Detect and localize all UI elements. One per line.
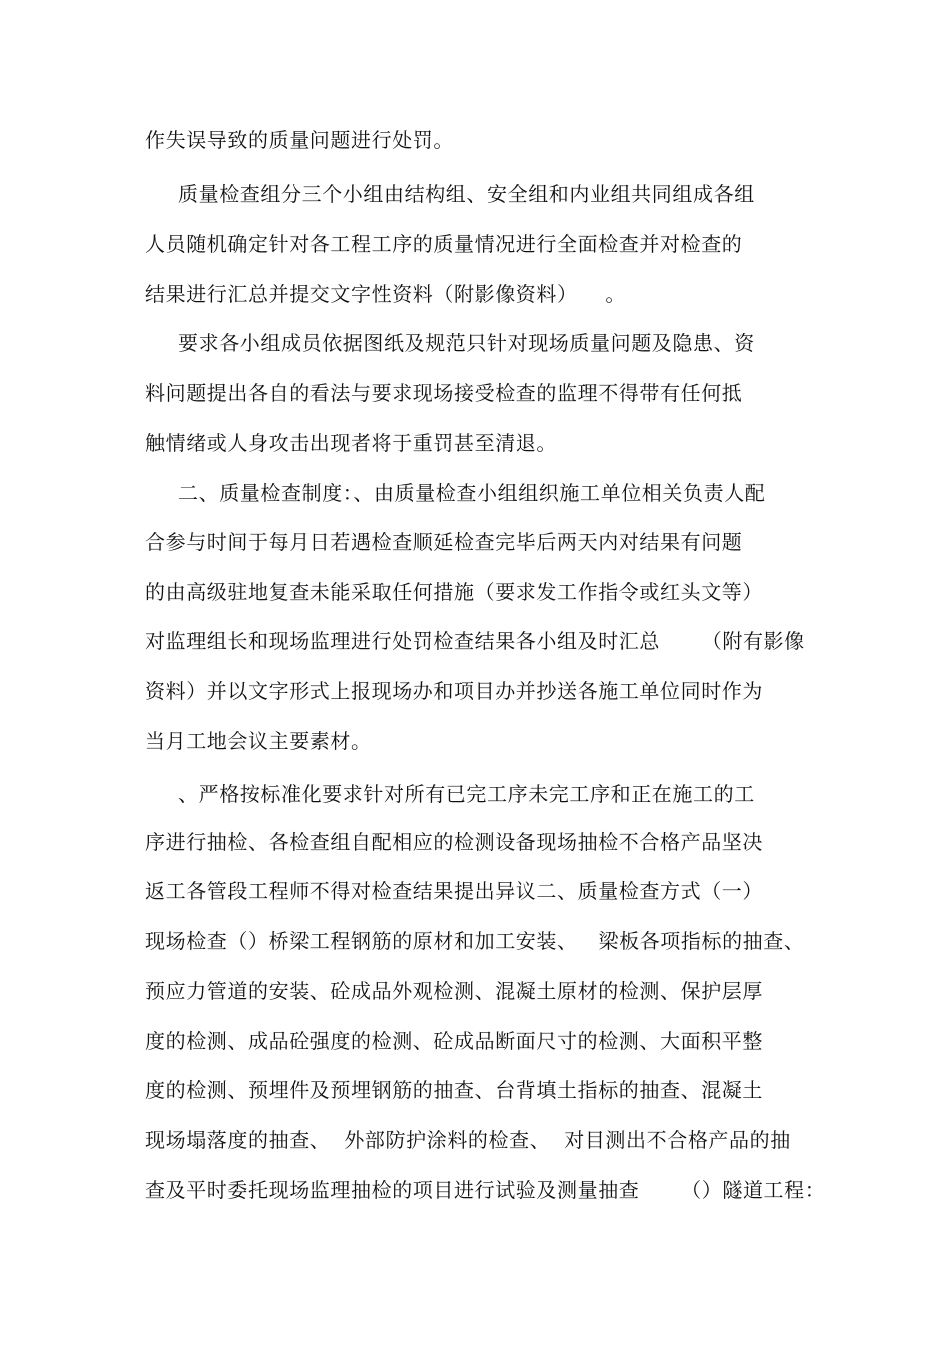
text-line: 预应力管道的安装、砼成品外观检测、混凝土原材的检测、保护层厚 — [145, 979, 763, 1003]
text-line: 、严格按标准化要求针对所有已完工序未完工序和正在施工的工 — [178, 782, 755, 806]
text-line: 人员随机确定针对各工程工序的质量情况进行全面检查并对检查的 — [145, 232, 743, 256]
text-line: 现场检查（）桥梁工程钢筋的原材和加工安装、 梁板各项指标的抽查、 — [145, 929, 805, 953]
text-line: 作失误导致的质量问题进行处罚。 — [145, 128, 454, 152]
text-line: 返工各管段工程师不得对检查结果提出异议二、质量检查方式（一） — [145, 879, 763, 903]
text-line: 合参与时间于每月日若遇检查顺延检查完毕后两天内对结果有问题 — [145, 530, 743, 554]
text-line: 的由高级驻地复查未能采取任何措施（要求发工作指令或红头文等） — [145, 580, 763, 604]
text-line: 结果进行汇总并提交文字性资料（附影像资料） 。 — [145, 282, 627, 306]
text-line: 序进行抽检、各检查组自配相应的检测设备现场抽检不合格产品坚决 — [145, 830, 763, 854]
text-line: 度的检测、成品砼强度的检测、砼成品断面尺寸的检测、大面积平整 — [145, 1029, 763, 1053]
text-line: 度的检测、预埋件及预埋钢筋的抽查、台背填土指标的抽查、混凝土 — [145, 1078, 763, 1102]
text-line: 查及平时委托现场监理抽检的项目进行试验及测量抽查 （）隧道工程： — [145, 1178, 826, 1202]
text-line: 质量检查组分三个小组由结构组、安全组和内业组共同组成各组 — [178, 182, 755, 206]
text-line: 现场塌落度的抽查、 外部防护涂料的检查、 对目测出不合格产品的抽 — [145, 1128, 791, 1152]
text-line: 触情绪或人身攻击出现者将于重罚甚至清退。 — [145, 431, 557, 455]
text-line: 对监理组长和现场监理进行处罚检查结果各小组及时汇总 （附有影像 — [145, 629, 805, 653]
text-line: 资料）并以文字形式上报现场办和项目办并抄送各施工单位同时作为 — [145, 679, 763, 703]
text-line: 二、质量检查制度：、由质量检查小组组织施工单位相关负责人配 — [178, 481, 766, 505]
text-line: 要求各小组成员依据图纸及规范只针对现场质量问题及隐患、资 — [178, 331, 755, 355]
text-line: 当月工地会议主要素材。 — [145, 729, 372, 753]
text-line: 料问题提出各自的看法与要求现场接受检查的监理不得带有任何抵 — [145, 381, 743, 405]
